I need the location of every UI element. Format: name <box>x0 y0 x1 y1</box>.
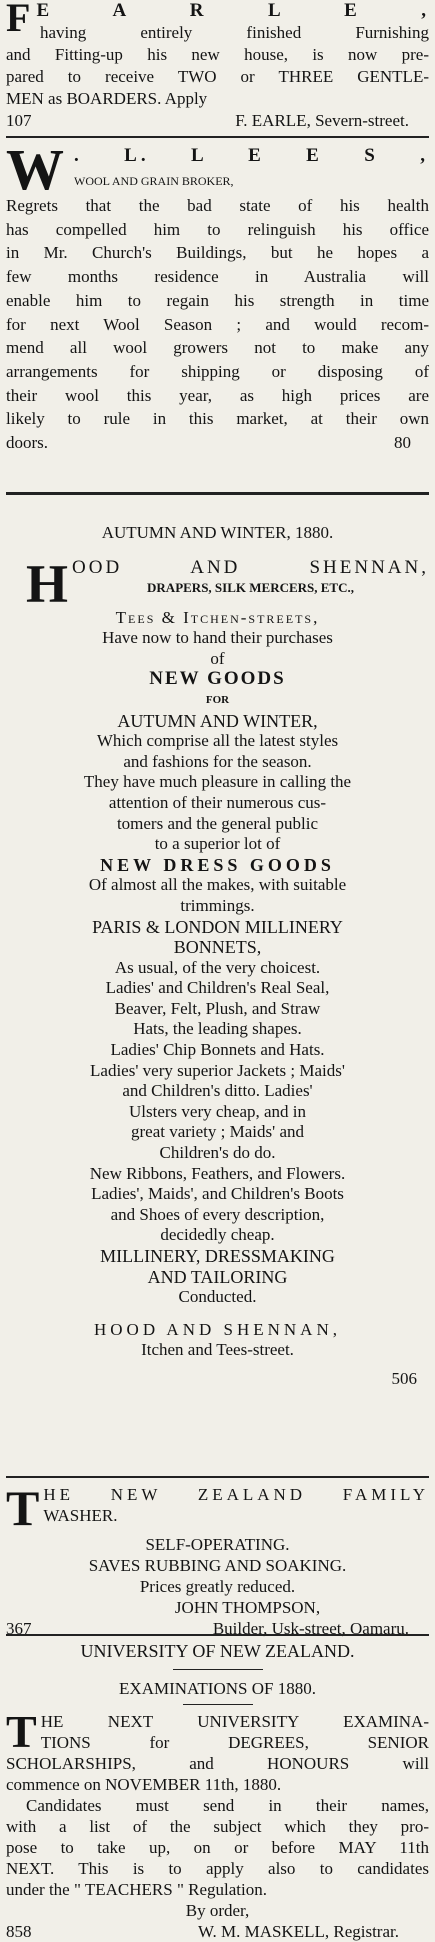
university-divider-2 <box>183 1704 253 1705</box>
hood-line-31: MILLINERY, DRESSMAKING <box>100 1246 335 1266</box>
earle-line-4: MEN as BOARDERS. Apply <box>6 89 208 108</box>
rule-2 <box>6 492 429 495</box>
university-line-2: TIONS for DEGREES, SENIOR <box>40 1733 429 1752</box>
lees-footer <box>6 431 429 455</box>
university-subtitle: EXAMINATIONS OF 1880. <box>119 1679 316 1698</box>
hood-line-4: FOR <box>205 693 230 706</box>
hood-line-30: decidedly cheap. <box>160 1225 275 1245</box>
earle-line-1: having entirely finished Furnishing <box>40 23 429 42</box>
earle-footer <box>6 110 429 132</box>
hood-season-title: AUTUMN AND WINTER, 1880. <box>101 523 334 542</box>
lees-line-6: for next Wool Season ; and would recom- <box>6 314 429 334</box>
hood-line-26: Children's do do. <box>159 1143 276 1163</box>
hood-signature: HOOD AND SHENNAN, <box>94 1319 341 1339</box>
hood-line-16: BONNETS, <box>173 937 262 958</box>
lees-line-2: has compelled him to relinguish his office <box>6 219 429 239</box>
lees-advertisement <box>6 137 429 455</box>
university-signature: W. M. MASKELL, Registrar. <box>197 1922 399 1941</box>
university-advertisement <box>6 1641 429 1942</box>
university-drop-initial: T <box>6 1706 37 1757</box>
hood-line-33: Conducted. <box>178 1287 257 1307</box>
university-line-4: commence on NOVEMBER 11th, 1880. <box>6 1775 282 1794</box>
hood-line-5: AUTUMN AND WINTER, <box>117 710 318 731</box>
washer-line-3: Prices greatly reduced. <box>139 1577 296 1596</box>
hood-trade: DRAPERS, SILK MERCERS, ETC., <box>147 580 354 596</box>
hood-signature-address: Itchen and Tees-street. <box>141 1340 294 1360</box>
hood-line-1: Have now to hand their purchases <box>102 628 333 648</box>
hood-line-2: of <box>210 648 225 668</box>
university-line-6: with a list of the subject which they pro- <box>6 1817 429 1836</box>
rule-1 <box>6 136 429 138</box>
washer-advertisement <box>6 1480 429 1639</box>
hood-shennan-advertisement <box>6 523 429 1390</box>
university-line-1: HE NEXT UNIVERSITY EXAMINA- <box>40 1712 429 1731</box>
hood-firm-row <box>6 553 429 614</box>
washer-title-line-1: HE NEW ZEALAND FAMILY <box>43 1485 429 1504</box>
washer-body <box>6 1526 429 1618</box>
lees-line-9: their wool this year, as high prices are <box>6 385 429 405</box>
hood-line-9: attention of their numerous cus- <box>108 792 327 812</box>
hood-line-23: and Children's ditto. Ladies' <box>122 1081 313 1101</box>
lees-last-line: doors. <box>6 433 49 453</box>
hood-line-18: Ladies' and Children's Real Seal, <box>105 978 330 998</box>
hood-line-13: Of almost all the makes, with suitable <box>88 875 347 895</box>
lees-line-8: arrangements for shipping or disposing of <box>6 361 429 381</box>
lees-line-1: Regrets that the bad state of his health <box>6 196 429 215</box>
rule-4 <box>6 1634 429 1636</box>
hood-address: Tees & Itchen-streets, <box>115 607 320 627</box>
hood-line-28: Ladies', Maids', and Children's Boots <box>91 1184 344 1204</box>
lees-heading: . L. L E E S , <box>74 145 429 166</box>
earle-drop-initial: F <box>6 0 31 40</box>
lees-line-10: likely to rule in this market, at their own <box>6 409 429 429</box>
hood-line-14: trimmings. <box>180 895 255 915</box>
hood-line-21: Ladies' Chip Bonnets and Hats. <box>110 1040 325 1060</box>
university-title: UNIVERSITY OF NEW ZEALAND. <box>80 1641 355 1661</box>
hood-line-3: NEW GOODS <box>149 668 286 690</box>
hood-line-12: NEW DRESS GOODS <box>100 854 335 875</box>
lees-trade: WOOL AND GRAIN BROKER, <box>74 173 234 188</box>
hood-line-27: New Ribbons, Feathers, and Flowers. <box>89 1163 346 1183</box>
hood-line-11: to a superior lot of <box>154 834 281 854</box>
university-footer <box>6 1921 429 1942</box>
washer-title-line-2: WASHER. <box>43 1506 118 1525</box>
washer-line-2: SAVES RUBBING AND SOAKING. <box>88 1556 347 1575</box>
university-line-3: SCHOLARSHIPS, and HONOURS will <box>6 1754 429 1773</box>
lees-line-5: enable him to regain his strength in time <box>6 290 429 310</box>
lees-drop-initial: W <box>6 137 64 202</box>
washer-line-1: SELF-OPERATING. <box>145 1535 290 1554</box>
earle-line-2: and Fitting-up his new house, is now pre- <box>6 45 429 64</box>
lees-heading-row <box>6 137 429 202</box>
hood-line-17: As usual, of the very choicest. <box>114 957 321 977</box>
hood-drop-initial: H <box>26 553 69 614</box>
university-line-7: pose to take up, on or before MAY 11th <box>6 1838 429 1857</box>
lees-line-7: mend all wool growers not to make any <box>6 338 429 358</box>
hood-number: 506 <box>391 1368 417 1388</box>
university-body <box>6 1706 429 1900</box>
hood-line-24: Ulsters very cheap, and in <box>128 1101 307 1121</box>
hood-line-7: and fashions for the season. <box>123 751 312 771</box>
earle-number: 107 <box>6 111 32 130</box>
washer-address: Builder, Usk-street, Oamaru. <box>212 1619 409 1638</box>
earle-signature: F. EARLE, Severn-street. <box>235 111 409 130</box>
university-divider <box>173 1669 263 1670</box>
hood-line-6: Which comprise all the latest styles <box>96 731 339 751</box>
washer-number: 367 <box>6 1619 32 1638</box>
hood-line-20: Hats, the leading shapes. <box>133 1019 302 1039</box>
hood-line-8: They have much pleasure in calling the <box>83 772 352 792</box>
earle-line-3: pared to receive TWO or THREE GENTLE- <box>6 67 429 86</box>
hood-line-25: great variety ; Maids' and <box>130 1122 304 1142</box>
lees-line-4: few months residence in Australia will <box>6 267 429 287</box>
hood-line-22: Ladies' very superior Jackets ; Maids' <box>90 1060 345 1080</box>
hood-firm-name: OOD AND SHENNAN, <box>72 556 429 578</box>
lees-number: 80 <box>394 433 411 453</box>
university-line-9: under the " TEACHERS " Regulation. <box>6 1880 267 1899</box>
earle-heading: E A R L E , <box>36 0 429 21</box>
hood-line-29: and Shoes of every description, <box>110 1204 325 1224</box>
university-number: 858 <box>6 1922 32 1941</box>
washer-title-row <box>6 1480 429 1536</box>
university-line-5: Candidates must send in their names, <box>26 1796 429 1815</box>
earle-advertisement <box>6 0 429 132</box>
lees-line-3: in Mr. Church's Buildings, but he hopes a <box>6 243 429 263</box>
hood-line-19: Beaver, Felt, Plush, and Straw <box>114 998 321 1018</box>
washer-drop-initial: T <box>6 1480 40 1536</box>
university-line-8: NEXT. This is to apply also to candidates <box>6 1859 429 1878</box>
washer-name: JOHN THOMPSON, <box>174 1598 321 1617</box>
hood-line-32: AND TAILORING <box>147 1266 288 1287</box>
university-order: By order, <box>185 1901 250 1920</box>
hood-line-15: PARIS & LONDON MILLINERY <box>92 916 343 937</box>
hood-line-10: tomers and the general public <box>116 813 319 833</box>
rule-3 <box>6 1476 429 1478</box>
